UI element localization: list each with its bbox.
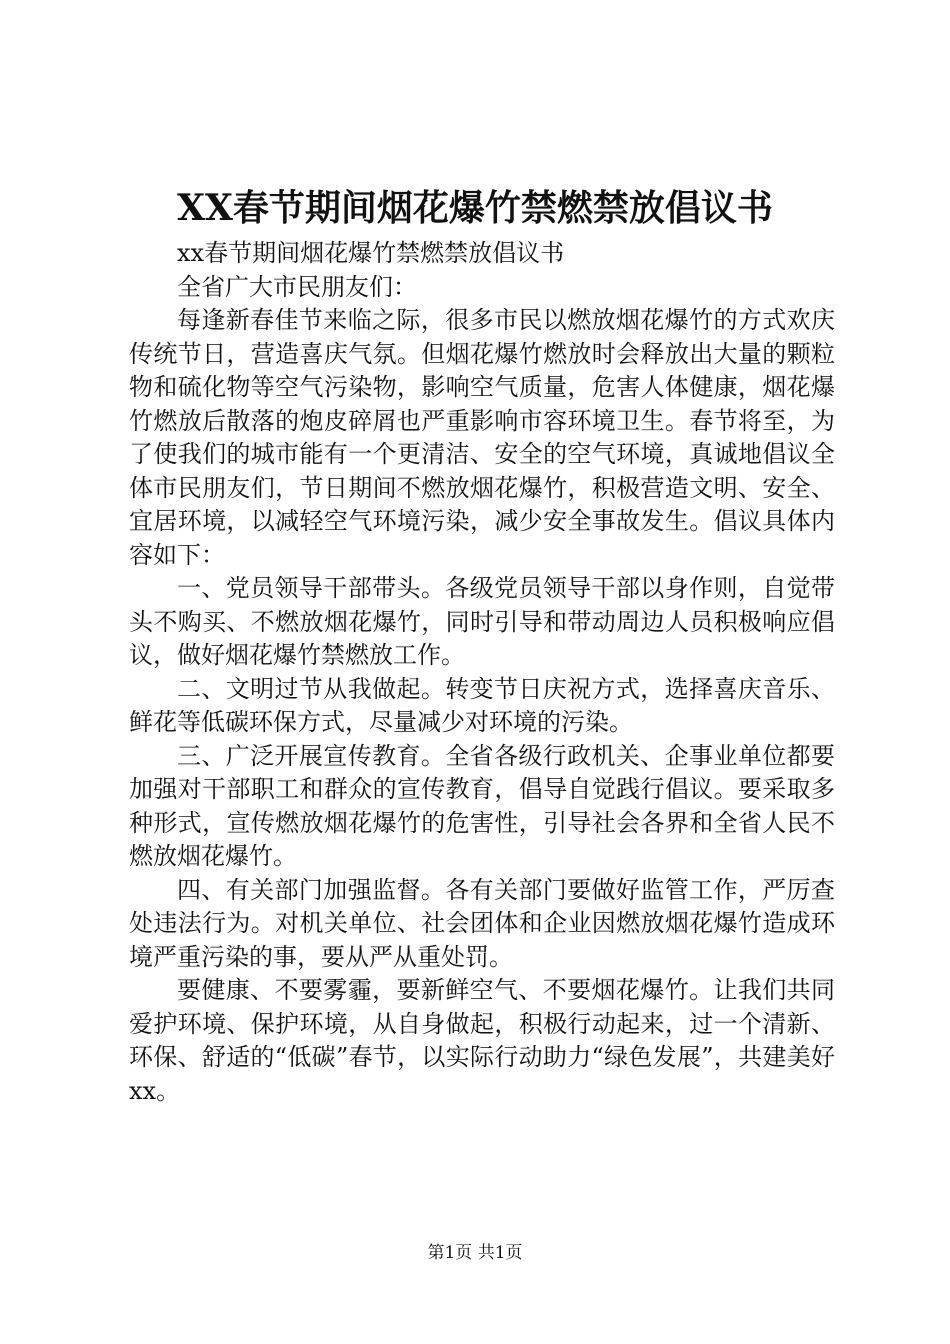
page-footer: 第1页 共1页 [427,1243,523,1263]
item-two-paragraph: 二、文明过节从我做起。转变节日庆祝方式，选择喜庆音乐、鲜花等低碳环保方式，尽量减少对环境的污染。 [129,674,835,736]
subtitle-paragraph: xx春节期间烟花爆竹禁燃禁放倡议书 [177,239,565,267]
salutation-paragraph: 全省广大市民朋友们： [177,272,417,301]
item-four-paragraph: 四、有关部门加强监督。各有关部门要做好监管工作，严厉查处违法行为。对机关单位、社会团体和企业因燃放烟花爆竹造成环境严重污染的事，要从严从重处罚。 [129,875,835,971]
item-one-paragraph: 一、党员领导干部带头。各级党员领导干部以身作则，自觉带头不购买、不燃放烟花爆竹，同时引导和带动周边人员积极响应倡议，做好烟花爆竹禁燃放工作。 [129,574,835,669]
intro-paragraph: 每逢新春佳节来临之际，很多市民以燃放烟花爆竹的方式欢庆传统节日，营造喜庆气氛。但烟花爆竹燃放时会释放出大量的颗粒物和硫化物等空气污染物，影响空气质量，危害人体健康，烟花爆竹燃放后散落的炮皮碎屑也严重影响市容环境卫生。春节将至，为了使我们的城市能有一个更清洁、安全的空气环境，真诚地倡议全体市民朋友们，节日期间不燃放烟花爆竹，积极营造文明、安全、宜居环境，以减轻空气环境污染，减少安全事故发生。倡议具体内容如下： [129,306,835,569]
document-title: XX春节期间烟花爆竹禁燃禁放倡议书 [177,187,773,229]
item-three-paragraph: 三、广泛开展宣传教育。全省各级行政机关、企事业单位都要加强对干部职工和群众的宣传教育，倡导自觉践行倡议。要采取多种形式，宣传燃放烟花爆竹的危害性，引导社会各界和全省人民不燃放烟花爆竹。 [129,741,835,870]
document-body [129,237,835,1108]
closing-paragraph: 要健康、不要雾霾，要新鲜空气、不要烟花爆竹。让我们共同爱护环境、保护环境，从自身做起，积极行动起来，过一个清新、环保、舒适的“低碳”春节，以实际行动助力“绿色发展”，共建美好xx。 [129,976,835,1105]
